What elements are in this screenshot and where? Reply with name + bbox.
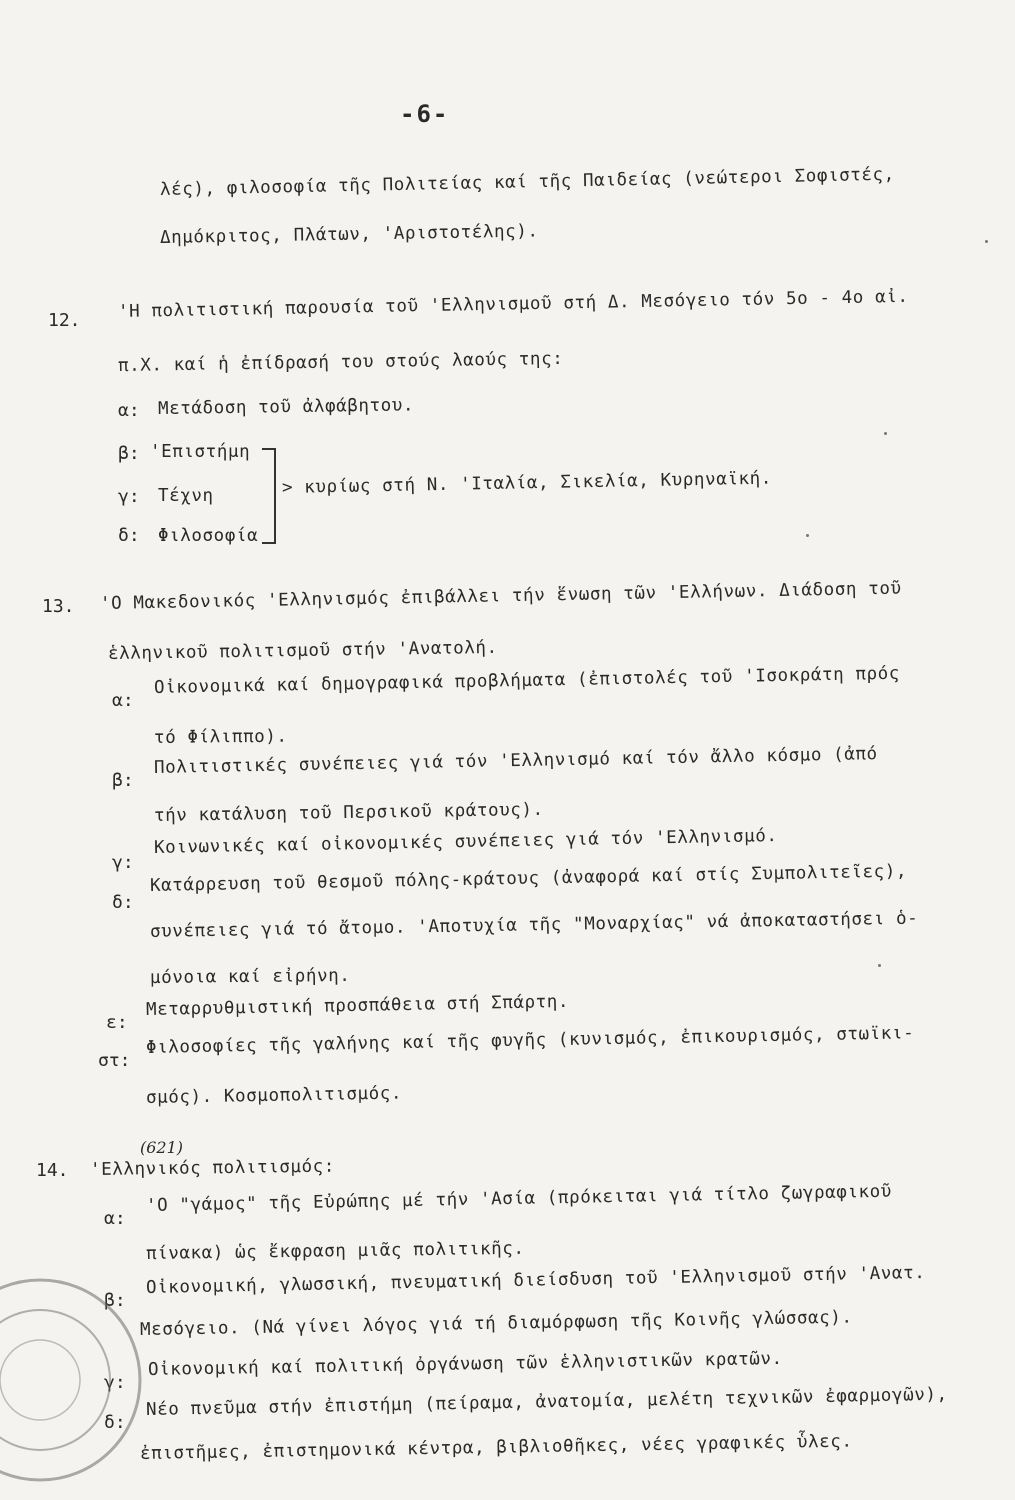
section-13-line-2: ἑλληνικοῦ πολιτισμοῦ στήν 'Ανατολή. <box>107 637 498 664</box>
s12-a-marker: α: <box>118 400 140 421</box>
s12-item-b: 'Επιστήμη <box>150 442 251 462</box>
s13-e-marker: ε: <box>106 1012 128 1033</box>
s14-item-d-2: ἐπιστῆμες, ἐπιστημονικά κέντρα, βιβλιοθῆκες, νέες γραφικές ὗλες. <box>139 1431 853 1464</box>
paper-speck <box>884 432 887 435</box>
section-14-line-1: 'Ελληνικός πολιτισμός: <box>89 1156 336 1180</box>
s13-item-st-2: σμός). Κοσμοπολιτισμός. <box>145 1083 403 1108</box>
s12-item-a: Μετάδοση τοῦ ἀλφάβητου. <box>157 395 415 419</box>
s13-g-marker: γ: <box>112 852 134 873</box>
section-14-number: 14. <box>36 1160 69 1181</box>
s14-item-a-2: πίνακα) ὡς ἔκφραση μιᾶς πολιτικῆς. <box>145 1238 525 1264</box>
s12-item-d: Φιλοσοφία <box>158 526 259 546</box>
s13-item-d-1: Κατάρρευση τοῦ θεσμοῦ πόλης-κράτους (ἀναφορά καί στίς Συμπολιτεῖες), <box>149 861 908 896</box>
s14-item-d-1: Νέο πνεῦμα στήν ἐπιστήμη (πείραμα, ἀνατομία, μελέτη τεχνικῶν ἐφαρμογῶν), <box>145 1384 948 1420</box>
grouping-bracket <box>262 448 276 544</box>
paper-speck <box>878 964 881 967</box>
s13-item-b-1: Πολιτιστικές συνέπειες γιά τόν 'Ελληνισμό καί τόν ἄλλο κόσμο (ἀπό <box>153 744 878 778</box>
paper-speck <box>806 534 809 537</box>
section-13-line-1: 'Ο Μακεδονικός 'Ελληνισμός ἐπιβάλλει τήν ἕνωση τῶν 'Ελλήνων. Διάδοση τοῦ <box>99 578 902 614</box>
s14-g-marker: γ: <box>104 1372 126 1393</box>
section-13-number: 13. <box>42 596 75 617</box>
s14-item-b-1: Οἰκονομική, γλωσσική, πνευματική διείσδυση τοῦ 'Ελληνισμοῦ στήν 'Ανατ. <box>145 1263 926 1298</box>
s13-item-d-3: μόνοια καί εἰρήνη. <box>149 965 351 988</box>
s13-item-b-2: τήν κατάλυση τοῦ Περσικοῦ κράτους). <box>153 799 544 826</box>
s12-g-marker: γ: <box>118 486 140 507</box>
s14-item-g-1: Οἰκονομική καί πολιτική ὀργάνωση τῶν ἑλληνιστικῶν κρατῶν. <box>147 1348 783 1380</box>
intro-line-2: Δημόκριτος, Πλάτων, 'Αριστοτέλης). <box>159 221 539 248</box>
s13-item-d-2: συνέπειες γιά τό ἄτομο. 'Αποτυχία τῆς "Μοναρχίας" νά ἀποκαταστήσει ὁ- <box>149 908 919 942</box>
s13-d-marker: δ: <box>112 892 134 913</box>
s12-b-marker: β: <box>118 443 140 464</box>
s14-item-b-2: Μεσόγειο. (Νά γίνει λόγος γιά τή διαμόρφωση τῆς Κοινῆς γλώσσας). <box>139 1307 853 1340</box>
s13-a-marker: α: <box>112 690 134 711</box>
s13-item-a-2: τό Φίλιππο). <box>153 726 288 748</box>
handwritten-note: (621) <box>140 1138 184 1157</box>
s12-d-marker: δ: <box>118 525 140 546</box>
s13-st-marker: στ: <box>98 1050 131 1071</box>
s14-d-marker: δ: <box>104 1412 126 1433</box>
page-number: -6- <box>400 100 450 128</box>
intro-line-1: λές), φιλοσοφία τῆς Πολιτείας καί τῆς Παιδείας (νεώτεροι Σοφιστές, <box>159 164 896 200</box>
s13-b-marker: β: <box>112 770 134 791</box>
official-stamp <box>0 1270 150 1490</box>
section-12-line-1: 'Η πολιτιστική παρουσία τοῦ 'Ελληνισμοῦ στή Δ. Μεσόγειο τόν 5ο - 4ο αἰ. <box>117 286 909 322</box>
s13-item-e-1: Μεταρρυθμιστική προσπάθεια στή Σπάρτη. <box>145 991 570 1020</box>
s13-item-g-1: Κοινωνικές καί οἰκονομικές συνέπειες γιά τόν 'Ελληνισμό. <box>153 826 778 858</box>
s12-item-g: Τέχνη <box>158 486 214 506</box>
paper-speck <box>985 240 988 243</box>
section-12-number: 12. <box>48 310 81 331</box>
s13-item-a-1: Οἰκονομικά καί δημογραφικά προβλήματα (ἐπιστολές τοῦ 'Ισοκράτη πρός <box>153 663 901 698</box>
s12-bracket-text: > κυρίως στή Ν. 'Ιταλία, Σικελία, Κυρηναϊκή. <box>281 468 773 498</box>
s13-item-st-1: Φιλοσοφίες τῆς γαλήνης καί τῆς φυγῆς (κυνισμός, ἐπικουρισμός, στωϊκι- <box>145 1023 915 1058</box>
s14-item-a-1: 'Ο "γάμος" τῆς Εὐρώπης μέ τήν 'Ασία (πρόκειται γιά τίτλο ζωγραφικοῦ <box>145 1181 893 1216</box>
section-12-line-2: π.Χ. καί ἡ ἐπίδρασή του στούς λαούς της: <box>117 349 564 376</box>
s14-a-marker: α: <box>104 1208 126 1229</box>
s14-b-marker: β: <box>104 1290 126 1311</box>
